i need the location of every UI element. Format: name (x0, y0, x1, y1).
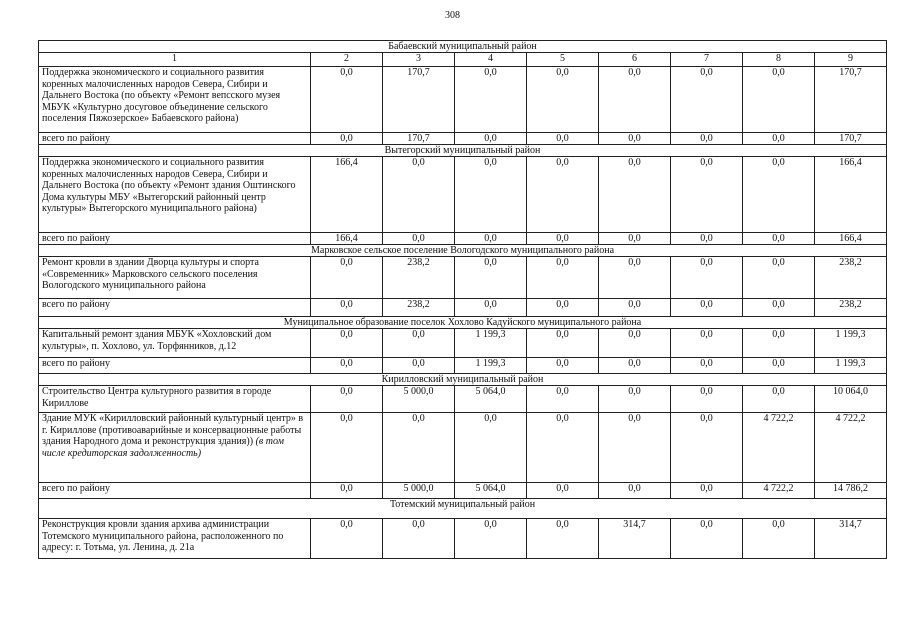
total-value: 238,2 (815, 299, 887, 317)
value-cell: 0,0 (671, 329, 743, 358)
total-value: 0,0 (671, 133, 743, 145)
column-number: 1 (39, 53, 311, 67)
value-cell: 0,0 (527, 329, 599, 358)
row-description: Поддержка экономического и социального развития коренных малочисленных народов Севера, Сибири и Дальнего Востока (по объекту «Ремонт вепсского музея МБУК «Культурно досуговое объединение сельского поселения Пяжозерское» Бабаевского района) (39, 67, 311, 133)
total-value: 0,0 (743, 233, 815, 245)
total-value: 0,0 (599, 299, 671, 317)
total-label: всего по району (39, 299, 311, 317)
value-cell: 314,7 (815, 519, 887, 559)
section-header-row (39, 499, 887, 519)
table-row (39, 67, 887, 133)
total-value: 0,0 (743, 358, 815, 374)
total-value: 0,0 (671, 358, 743, 374)
value-cell: 0,0 (527, 157, 599, 233)
total-value: 1 199,3 (455, 358, 527, 374)
value-cell: 0,0 (599, 67, 671, 133)
total-label: всего по району (39, 358, 311, 374)
value-cell: 10 064,0 (815, 386, 887, 413)
total-value: 0,0 (311, 133, 383, 145)
value-cell: 0,0 (455, 413, 527, 483)
total-value: 166,4 (311, 233, 383, 245)
table-row (39, 386, 887, 413)
value-cell: 0,0 (527, 257, 599, 299)
total-value: 0,0 (743, 133, 815, 145)
row-note: (в том числе кредиторская задолженность) (42, 436, 284, 459)
table-row (39, 519, 887, 559)
total-value: 14 786,2 (815, 483, 887, 499)
total-value: 170,7 (815, 133, 887, 145)
value-cell: 170,7 (383, 67, 455, 133)
value-cell: 0,0 (527, 67, 599, 133)
table-row (39, 329, 887, 358)
section-header-row (39, 145, 887, 157)
value-cell: 0,0 (311, 67, 383, 133)
column-number: 7 (671, 53, 743, 67)
total-value: 0,0 (455, 233, 527, 245)
total-value: 0,0 (527, 133, 599, 145)
total-value: 0,0 (671, 233, 743, 245)
total-value: 0,0 (311, 483, 383, 499)
value-cell: 0,0 (383, 157, 455, 233)
total-row (39, 133, 887, 145)
value-cell: 5 064,0 (455, 386, 527, 413)
total-value: 170,7 (383, 133, 455, 145)
value-cell: 0,0 (383, 413, 455, 483)
value-cell: 0,0 (455, 519, 527, 559)
value-cell: 0,0 (599, 329, 671, 358)
value-cell: 0,0 (311, 413, 383, 483)
section-title: Муниципальное образование поселок Хохлово Кадуйского муниципального района (39, 317, 887, 329)
value-cell: 0,0 (455, 157, 527, 233)
value-cell: 0,0 (743, 157, 815, 233)
column-number: 9 (815, 53, 887, 67)
total-value: 0,0 (599, 133, 671, 145)
total-value: 1 199,3 (815, 358, 887, 374)
value-cell: 0,0 (743, 329, 815, 358)
row-description-text: Здание МУК «Кирилловский районный культурный центр» в г. Кириллове (противоаварийные и консервационные работы здания Народного дома и реконструкция здания)) (42, 413, 304, 447)
row-description: Ремонт кровли в здании Дворца культуры и спорта «Современник» Марковского сельского поселения Вологодского муниципального района (39, 257, 311, 299)
section-title: Бабаевский муниципальный район (39, 41, 887, 53)
value-cell: 0,0 (599, 413, 671, 483)
value-cell: 0,0 (599, 257, 671, 299)
total-row (39, 483, 887, 499)
total-label: всего по району (39, 233, 311, 245)
value-cell: 170,7 (815, 67, 887, 133)
value-cell: 0,0 (383, 329, 455, 358)
column-number: 3 (383, 53, 455, 67)
value-cell: 0,0 (311, 257, 383, 299)
table-row (39, 257, 887, 299)
section-header-row (39, 374, 887, 386)
section-header-row (39, 41, 887, 53)
value-cell: 5 000,0 (383, 386, 455, 413)
total-label: всего по району (39, 483, 311, 499)
section-header-row (39, 317, 887, 329)
value-cell: 0,0 (311, 386, 383, 413)
section-title: Тотемский муниципальный район (39, 499, 887, 519)
value-cell: 238,2 (815, 257, 887, 299)
value-cell: 0,0 (455, 67, 527, 133)
value-cell: 166,4 (815, 157, 887, 233)
total-row (39, 233, 887, 245)
value-cell: 1 199,3 (455, 329, 527, 358)
total-value: 0,0 (455, 133, 527, 145)
value-cell: 0,0 (743, 519, 815, 559)
total-row (39, 358, 887, 374)
total-value: 0,0 (527, 483, 599, 499)
total-value: 0,0 (455, 299, 527, 317)
value-cell: 4 722,2 (743, 413, 815, 483)
value-cell: 0,0 (671, 157, 743, 233)
total-value: 0,0 (383, 233, 455, 245)
total-value: 0,0 (599, 483, 671, 499)
value-cell: 238,2 (383, 257, 455, 299)
value-cell: 0,0 (671, 386, 743, 413)
value-cell: 314,7 (599, 519, 671, 559)
value-cell: 0,0 (671, 67, 743, 133)
value-cell: 0,0 (527, 519, 599, 559)
value-cell: 0,0 (743, 257, 815, 299)
column-number: 4 (455, 53, 527, 67)
value-cell: 0,0 (383, 519, 455, 559)
total-value: 0,0 (383, 358, 455, 374)
value-cell: 0,0 (527, 413, 599, 483)
value-cell: 0,0 (311, 329, 383, 358)
column-number: 5 (527, 53, 599, 67)
value-cell: 0,0 (743, 67, 815, 133)
row-description (39, 413, 311, 483)
value-cell: 0,0 (671, 519, 743, 559)
value-cell: 4 722,2 (815, 413, 887, 483)
total-value: 0,0 (671, 299, 743, 317)
total-value: 238,2 (383, 299, 455, 317)
value-cell: 0,0 (671, 413, 743, 483)
section-header-row (39, 245, 887, 257)
total-value: 5 000,0 (383, 483, 455, 499)
value-cell: 0,0 (599, 386, 671, 413)
value-cell: 1 199,3 (815, 329, 887, 358)
table-row (39, 413, 887, 483)
total-value: 0,0 (527, 358, 599, 374)
total-label: всего по району (39, 133, 311, 145)
page-number: 308 (445, 10, 460, 21)
section-title: Кирилловский муниципальный район (39, 374, 887, 386)
total-value: 0,0 (311, 299, 383, 317)
value-cell: 0,0 (311, 519, 383, 559)
row-description: Строительство Центра культурного развития в городе Кириллове (39, 386, 311, 413)
total-value: 0,0 (743, 299, 815, 317)
total-value: 0,0 (599, 233, 671, 245)
value-cell: 0,0 (671, 257, 743, 299)
total-row (39, 299, 887, 317)
value-cell: 0,0 (743, 386, 815, 413)
total-value: 0,0 (599, 358, 671, 374)
value-cell: 0,0 (599, 157, 671, 233)
row-description: Капитальный ремонт здания МБУК «Хохловский дом культуры», п. Хохлово, ул. Торфянников, д.12 (39, 329, 311, 358)
total-value: 0,0 (527, 233, 599, 245)
total-value: 0,0 (311, 358, 383, 374)
total-value: 0,0 (671, 483, 743, 499)
total-value: 5 064,0 (455, 483, 527, 499)
row-description: Реконструкция кровли здания архива администрации Тотемского муниципального района, расположенного по адресу: г. Тотьма, ул. Ленина, д. 21а (39, 519, 311, 559)
total-value: 0,0 (527, 299, 599, 317)
value-cell: 0,0 (527, 386, 599, 413)
table-row (39, 157, 887, 233)
budget-table (38, 40, 887, 559)
value-cell: 166,4 (311, 157, 383, 233)
column-number: 2 (311, 53, 383, 67)
row-description: Поддержка экономического и социального развития коренных малочисленных народов Севера, Сибири и Дальнего Востока (по объекту «Ремонт здания Оштинского Дома культуры МБУ «Вытегорский районный центр культуры» Вытегорского муниципального района) (39, 157, 311, 233)
total-value: 4 722,2 (743, 483, 815, 499)
section-title: Марковское сельское поселение Вологодского муниципального района (39, 245, 887, 257)
section-title: Вытегорский муниципальный район (39, 145, 887, 157)
value-cell: 0,0 (455, 257, 527, 299)
total-value: 166,4 (815, 233, 887, 245)
column-number-row (39, 53, 887, 67)
column-number: 6 (599, 53, 671, 67)
column-number: 8 (743, 53, 815, 67)
